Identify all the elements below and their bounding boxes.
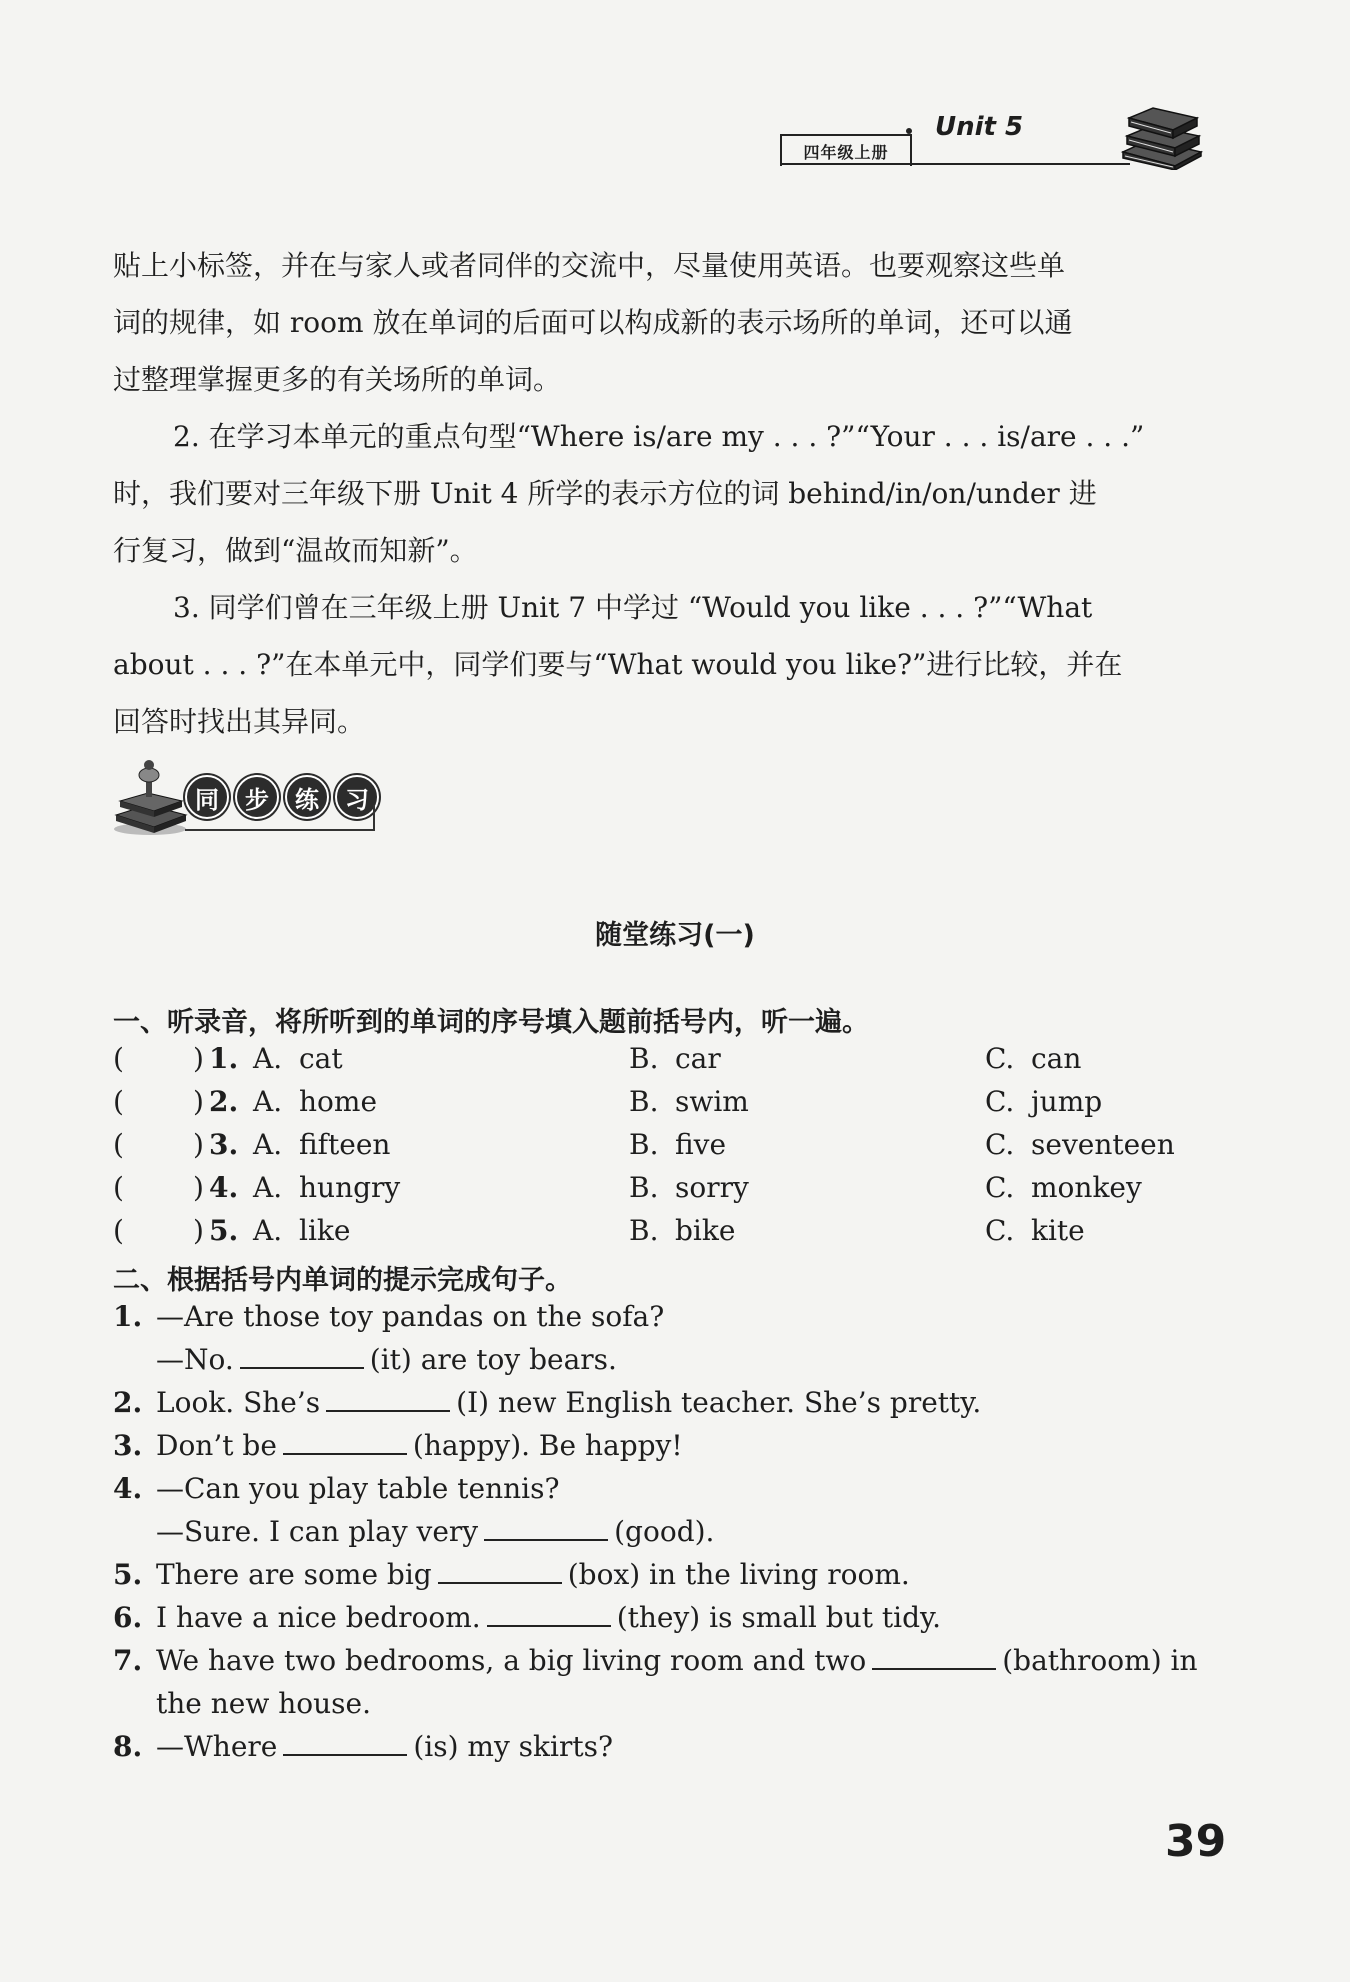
- sentence-text: Look. She’s: [156, 1386, 321, 1419]
- option-c: [985, 1128, 1175, 1161]
- sentence-text: (is) my skirts?: [413, 1730, 613, 1763]
- answer-paren-open[interactable]: (: [113, 1171, 124, 1204]
- sentence-text: (it) are toy bears.: [369, 1343, 617, 1376]
- option-word: sorry: [675, 1171, 749, 1204]
- sentence-text: I have a nice bedroom.: [156, 1601, 481, 1634]
- option-word: kite: [1031, 1214, 1085, 1247]
- option-letter: A.: [253, 1085, 283, 1118]
- sentence-1-reply: [156, 1343, 617, 1376]
- badge-char: 练: [285, 775, 329, 819]
- intro-paragraph-2: [113, 408, 1203, 579]
- option-word: bike: [675, 1214, 736, 1247]
- part1-heading: 一、听录音，将所听到的单词的序号填入题前括号内，听一遍。: [113, 1007, 869, 1038]
- option-a: [253, 1171, 400, 1204]
- option-word: seventeen: [1031, 1128, 1175, 1161]
- part2-heading: 二、根据括号内单词的提示完成句子。: [113, 1265, 572, 1296]
- option-letter: A.: [253, 1171, 283, 1204]
- item-number: 4.: [113, 1472, 143, 1505]
- answer-blank[interactable]: [872, 1644, 996, 1670]
- option-word: jump: [1031, 1085, 1103, 1118]
- sentence-text: —Sure. I can play very: [156, 1515, 479, 1548]
- lamp-books-icon: [110, 757, 190, 837]
- sentence-7-continued: [156, 1687, 371, 1720]
- text-line: about . . . ?”在本单元中，同学们要与“What would you like?”进行比较，并在: [113, 648, 1123, 681]
- sentence-1: [113, 1300, 664, 1333]
- sentence-text: (bathroom) in: [1002, 1644, 1198, 1677]
- answer-paren-open[interactable]: (: [113, 1214, 124, 1247]
- text-line: 3. 同学们曾在三年级上册 Unit 7 中学过 “Would you like . . . ?”“What: [173, 591, 1093, 624]
- sentence-text: (good).: [614, 1515, 715, 1548]
- option-letter: C.: [985, 1171, 1015, 1204]
- answer-blank[interactable]: [283, 1730, 407, 1756]
- book-stack-icon: [1115, 100, 1205, 170]
- text-line: 过整理掌握更多的有关场所的单词。: [113, 363, 562, 396]
- answer-paren-close: ): [193, 1128, 204, 1161]
- section-title: 随堂练习(一): [595, 920, 755, 951]
- option-word: car: [675, 1042, 721, 1075]
- sentence-text: —Can you play table tennis?: [156, 1472, 560, 1505]
- sentence-4-reply: [156, 1515, 714, 1548]
- option-c: [985, 1171, 1142, 1204]
- item-number: 1.: [113, 1300, 143, 1333]
- answer-blank[interactable]: [487, 1601, 611, 1627]
- sentence-text: —Are those toy pandas on the sofa?: [156, 1300, 665, 1333]
- option-letter: A.: [253, 1042, 283, 1075]
- option-letter: B.: [629, 1128, 659, 1161]
- option-letter: A.: [253, 1128, 283, 1161]
- option-letter: B.: [629, 1085, 659, 1118]
- practice-badge: [185, 775, 379, 819]
- sentence-4: [113, 1472, 559, 1505]
- item-number: 5.: [209, 1214, 239, 1247]
- answer-paren-open[interactable]: (: [113, 1128, 124, 1161]
- answer-blank[interactable]: [326, 1386, 450, 1412]
- option-b: [629, 1171, 749, 1204]
- answer-paren-open[interactable]: (: [113, 1085, 124, 1118]
- sentence-text: We have two bedrooms, a big living room and two: [156, 1644, 867, 1677]
- option-c: [985, 1042, 1081, 1075]
- option-word: monkey: [1031, 1171, 1142, 1204]
- sentence-3: [113, 1429, 683, 1462]
- listening-item: [113, 1171, 1213, 1211]
- header-rule: [780, 163, 1130, 165]
- option-word: home: [299, 1085, 378, 1118]
- header-dot: [906, 128, 912, 134]
- text-line: 贴上小标签，并在与家人或者同伴的交流中，尽量使用英语。也要观察这些单: [113, 249, 1066, 282]
- option-a: [253, 1214, 350, 1247]
- option-letter: C.: [985, 1128, 1015, 1161]
- sentence-text: (they) is small but tidy.: [616, 1601, 941, 1634]
- option-letter: A.: [253, 1214, 283, 1247]
- option-a: [253, 1085, 377, 1118]
- item-number: 3.: [113, 1429, 143, 1462]
- sentence-8: [113, 1730, 613, 1763]
- sentence-text: —No.: [156, 1343, 234, 1376]
- sentence-text: Don’t be: [156, 1429, 277, 1462]
- answer-blank[interactable]: [438, 1558, 562, 1584]
- sentence-2: [113, 1386, 981, 1419]
- text-line: 2. 在学习本单元的重点句型“Where is/are my . . . ?”“Your . . . is/are . . .”: [173, 420, 1145, 453]
- option-b: [629, 1042, 721, 1075]
- answer-paren-close: ): [193, 1085, 204, 1118]
- option-word: fifteen: [299, 1128, 391, 1161]
- item-number: 8.: [113, 1730, 143, 1763]
- option-c: [985, 1085, 1102, 1118]
- item-number: 2.: [209, 1085, 239, 1118]
- option-letter: B.: [629, 1214, 659, 1247]
- option-letter: B.: [629, 1042, 659, 1075]
- page-number: 39: [1165, 1816, 1227, 1867]
- option-a: [253, 1042, 343, 1075]
- option-letter: B.: [629, 1171, 659, 1204]
- item-number: 6.: [113, 1601, 143, 1634]
- listening-item: [113, 1128, 1213, 1168]
- sentence-text: (box) in the living room.: [567, 1558, 910, 1591]
- answer-blank[interactable]: [240, 1343, 364, 1369]
- item-number: 1.: [209, 1042, 239, 1075]
- option-c: [985, 1214, 1085, 1247]
- grade-label: 四年级上册: [780, 134, 912, 166]
- listening-item: [113, 1214, 1213, 1254]
- text-line: 时，我们要对三年级下册 Unit 4 所学的表示方位的词 behind/in/on/under 进: [113, 477, 1097, 510]
- option-letter: C.: [985, 1214, 1015, 1247]
- answer-blank[interactable]: [484, 1515, 608, 1541]
- intro-paragraph-3: [113, 579, 1203, 750]
- sentence-5: [113, 1558, 910, 1591]
- badge-char: 习: [335, 775, 379, 819]
- listening-item: [113, 1085, 1213, 1125]
- answer-paren-open[interactable]: (: [113, 1042, 124, 1075]
- option-b: [629, 1128, 726, 1161]
- text-line: 行复习，做到“温故而知新”。: [113, 534, 478, 567]
- badge-char: 同: [185, 775, 229, 819]
- sentence-text: (I) new English teacher. She’s pretty.: [456, 1386, 982, 1419]
- badge-char: 步: [235, 775, 279, 819]
- answer-paren-close: ): [193, 1171, 204, 1204]
- option-word: cat: [299, 1042, 343, 1075]
- sentence-7: [113, 1644, 1198, 1677]
- unit-title: Unit 5: [935, 112, 1024, 142]
- option-letter: C.: [985, 1042, 1015, 1075]
- option-word: can: [1031, 1042, 1082, 1075]
- item-number: 5.: [113, 1558, 143, 1591]
- listening-item: [113, 1042, 1213, 1082]
- sentence-text: —Where: [156, 1730, 278, 1763]
- answer-blank[interactable]: [283, 1429, 407, 1455]
- text-line: 回答时找出其异同。: [113, 705, 366, 738]
- answer-paren-close: ): [193, 1042, 204, 1075]
- sentence-text: the new house.: [156, 1687, 371, 1720]
- item-number: 2.: [113, 1386, 143, 1419]
- text-line: 词的规律，如 room 放在单词的后面可以构成新的表示场所的单词，还可以通: [113, 306, 1073, 339]
- option-word: swim: [675, 1085, 749, 1118]
- option-word: like: [299, 1214, 351, 1247]
- option-letter: C.: [985, 1085, 1015, 1118]
- badge-underline-tick: [373, 805, 375, 831]
- item-number: 7.: [113, 1644, 143, 1677]
- sentence-text: There are some big: [156, 1558, 432, 1591]
- option-b: [629, 1214, 735, 1247]
- item-number: 4.: [209, 1171, 239, 1204]
- option-a: [253, 1128, 390, 1161]
- item-number: 3.: [209, 1128, 239, 1161]
- badge-underline: [185, 829, 375, 831]
- intro-paragraph-1: [113, 237, 1203, 408]
- answer-paren-close: ): [193, 1214, 204, 1247]
- sentence-text: (happy). Be happy!: [412, 1429, 683, 1462]
- sentence-6: [113, 1601, 941, 1634]
- option-b: [629, 1085, 749, 1118]
- option-word: hungry: [299, 1171, 401, 1204]
- option-word: five: [675, 1128, 727, 1161]
